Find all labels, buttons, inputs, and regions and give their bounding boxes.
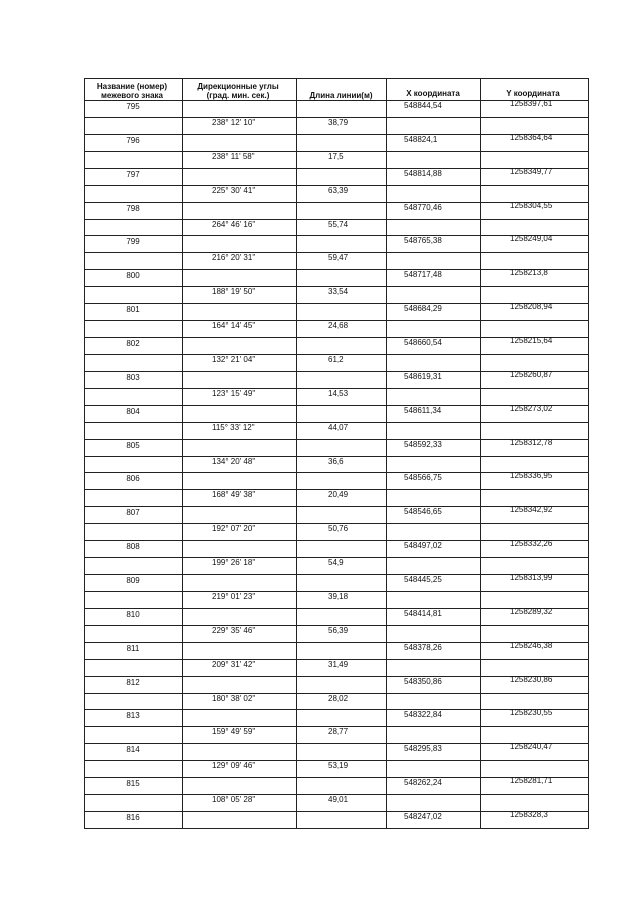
- point-x: 548765,38: [404, 236, 442, 245]
- point-y: 1258246,38: [510, 641, 553, 650]
- point-name: 802: [126, 339, 140, 348]
- table-rule: [84, 828, 588, 829]
- point-name: 815: [126, 779, 140, 788]
- point-y: 1258208,94: [510, 302, 553, 311]
- segment-length: 56,39: [328, 626, 349, 635]
- point-y: 1258336,95: [510, 471, 553, 480]
- point-y: 1258342,92: [510, 505, 553, 514]
- point-x: 548378,26: [404, 643, 442, 652]
- segment-length: 33,54: [328, 287, 349, 296]
- point-x: 548247,02: [404, 812, 442, 821]
- segment-length: 31,49: [328, 660, 349, 669]
- point-y: 1258289,32: [510, 607, 553, 616]
- segment-angle: 129° 09' 46": [212, 761, 256, 770]
- segment-angle: 238° 11' 58": [212, 152, 255, 161]
- header-name: [84, 82, 180, 100]
- point-x: 548546,65: [404, 507, 442, 516]
- header-x: X координата: [406, 89, 460, 98]
- point-y: 1258364,64: [510, 133, 553, 142]
- segment-length: 39,18: [328, 592, 349, 601]
- point-name: 799: [126, 237, 140, 246]
- point-y: 1258249,04: [510, 234, 553, 243]
- point-x: 548262,24: [404, 778, 442, 787]
- point-name: 795: [126, 102, 140, 111]
- point-name: 801: [126, 305, 140, 314]
- point-name: 800: [126, 271, 140, 280]
- point-x: 548717,48: [404, 270, 442, 279]
- segment-length: 28,02: [328, 694, 349, 703]
- segment-length: 38,79: [328, 118, 349, 127]
- point-x: 548592,33: [404, 440, 442, 449]
- segment-length: 59,47: [328, 253, 349, 262]
- point-x: 548824,1: [404, 135, 438, 144]
- segment-angle: 123° 15' 49": [212, 389, 256, 398]
- point-name: 809: [126, 576, 140, 585]
- segment-angle: 180° 38' 02": [212, 694, 256, 703]
- point-y: 1258215,64: [510, 336, 553, 345]
- segment-angle: 238° 12' 10": [212, 118, 256, 127]
- segment-angle: 164° 14' 45": [212, 321, 256, 330]
- segment-length: 14,53: [328, 389, 349, 398]
- table-rule: [84, 78, 588, 79]
- header-length: Длина линии(м): [309, 91, 373, 100]
- segment-length: 44,07: [328, 423, 349, 432]
- segment-angle: 132° 21' 04": [212, 355, 256, 364]
- point-name: 807: [126, 508, 140, 517]
- table-column-rule: [296, 78, 297, 829]
- segment-length: 50,76: [328, 524, 349, 533]
- point-name: 811: [126, 644, 140, 653]
- point-x: 548611,34: [404, 406, 442, 415]
- point-x: 548844,54: [404, 101, 442, 110]
- point-y: 1258273,02: [510, 404, 553, 413]
- point-x: 548684,29: [404, 304, 442, 313]
- point-y: 1258328,3: [510, 810, 548, 819]
- point-x: 548566,75: [404, 473, 442, 482]
- point-x: 548322,84: [404, 710, 442, 719]
- segment-length: 61,2: [328, 355, 344, 364]
- point-name: 798: [126, 204, 140, 213]
- point-y: 1258349,77: [510, 167, 553, 176]
- point-x: 548619,31: [404, 372, 442, 381]
- point-name: 808: [126, 542, 140, 551]
- point-name: 806: [126, 474, 140, 483]
- table-column-rule: [588, 78, 589, 829]
- point-name: 803: [126, 373, 140, 382]
- point-y: 1258332,26: [510, 539, 553, 548]
- point-y: 1258397,61: [510, 99, 553, 108]
- segment-angle: 219° 01' 23": [212, 592, 256, 601]
- point-y: 1258240,47: [510, 742, 553, 751]
- segment-length: 36,6: [328, 457, 344, 466]
- point-name: 816: [126, 813, 140, 822]
- point-x: 548660,54: [404, 338, 442, 347]
- point-name: 796: [126, 136, 140, 145]
- point-name: 804: [126, 407, 140, 416]
- point-x: 548414,81: [404, 609, 442, 618]
- point-y: 1258213,8: [510, 268, 548, 277]
- segment-angle: 209° 31' 42": [212, 660, 256, 669]
- segment-length: 63,39: [328, 186, 349, 195]
- point-x: 548350,86: [404, 677, 442, 686]
- point-x: 548814,88: [404, 169, 442, 178]
- header-name-line-2: межевого знака: [100, 91, 164, 100]
- segment-angle: 225° 30' 41": [212, 186, 256, 195]
- segment-angle: 108° 05' 28": [212, 795, 256, 804]
- point-x: 548497,02: [404, 541, 442, 550]
- point-x: 548445,25: [404, 575, 442, 584]
- point-y: 1258230,86: [510, 675, 553, 684]
- segment-angle: 229° 35' 46": [212, 626, 256, 635]
- point-name: 805: [126, 441, 140, 450]
- segment-angle: 192° 07' 20": [212, 524, 256, 533]
- table-column-rule: [480, 78, 481, 829]
- segment-length: 20,49: [328, 490, 349, 499]
- point-y: 1258304,55: [510, 201, 553, 210]
- segment-length: 49,01: [328, 795, 349, 804]
- header-angles-line-2: (град. мин. сек.): [206, 91, 270, 100]
- table-column-rule: [182, 78, 183, 829]
- segment-length: 54,9: [328, 558, 344, 567]
- point-x: 548295,83: [404, 744, 442, 753]
- segment-length: 17,5: [328, 152, 344, 161]
- header-angles-line-1: Дирекционные углы: [197, 82, 279, 91]
- point-name: 812: [126, 678, 140, 687]
- segment-angle: 264° 46' 16": [212, 220, 256, 229]
- point-name: 797: [126, 170, 140, 179]
- point-y: 1258313,99: [510, 573, 553, 582]
- segment-angle: 115° 33' 12": [212, 423, 255, 432]
- segment-length: 28,77: [328, 727, 349, 736]
- point-y: 1258260,87: [510, 370, 553, 379]
- header-name-line-1: Название (номер): [96, 82, 168, 91]
- segment-angle: 168° 49' 38": [212, 490, 256, 499]
- point-y: 1258312,78: [510, 438, 553, 447]
- point-name: 813: [126, 711, 140, 720]
- table-column-rule: [386, 78, 387, 829]
- segment-length: 55,74: [328, 220, 349, 229]
- header-angles: [182, 82, 294, 100]
- point-name: 810: [126, 610, 140, 619]
- point-y: 1258281,71: [510, 776, 553, 785]
- point-name: 814: [126, 745, 140, 754]
- header-y: Y координата: [506, 89, 560, 98]
- point-x: 548770,46: [404, 203, 442, 212]
- segment-angle: 216° 20' 31": [212, 253, 256, 262]
- segment-length: 24,68: [328, 321, 349, 330]
- point-y: 1258230,55: [510, 708, 553, 717]
- segment-length: 53,19: [328, 761, 349, 770]
- segment-angle: 199° 26' 18": [212, 558, 256, 567]
- segment-angle: 134° 20' 48": [212, 457, 256, 466]
- segment-angle: 159° 49' 59": [212, 727, 256, 736]
- segment-angle: 188° 19' 50": [212, 287, 256, 296]
